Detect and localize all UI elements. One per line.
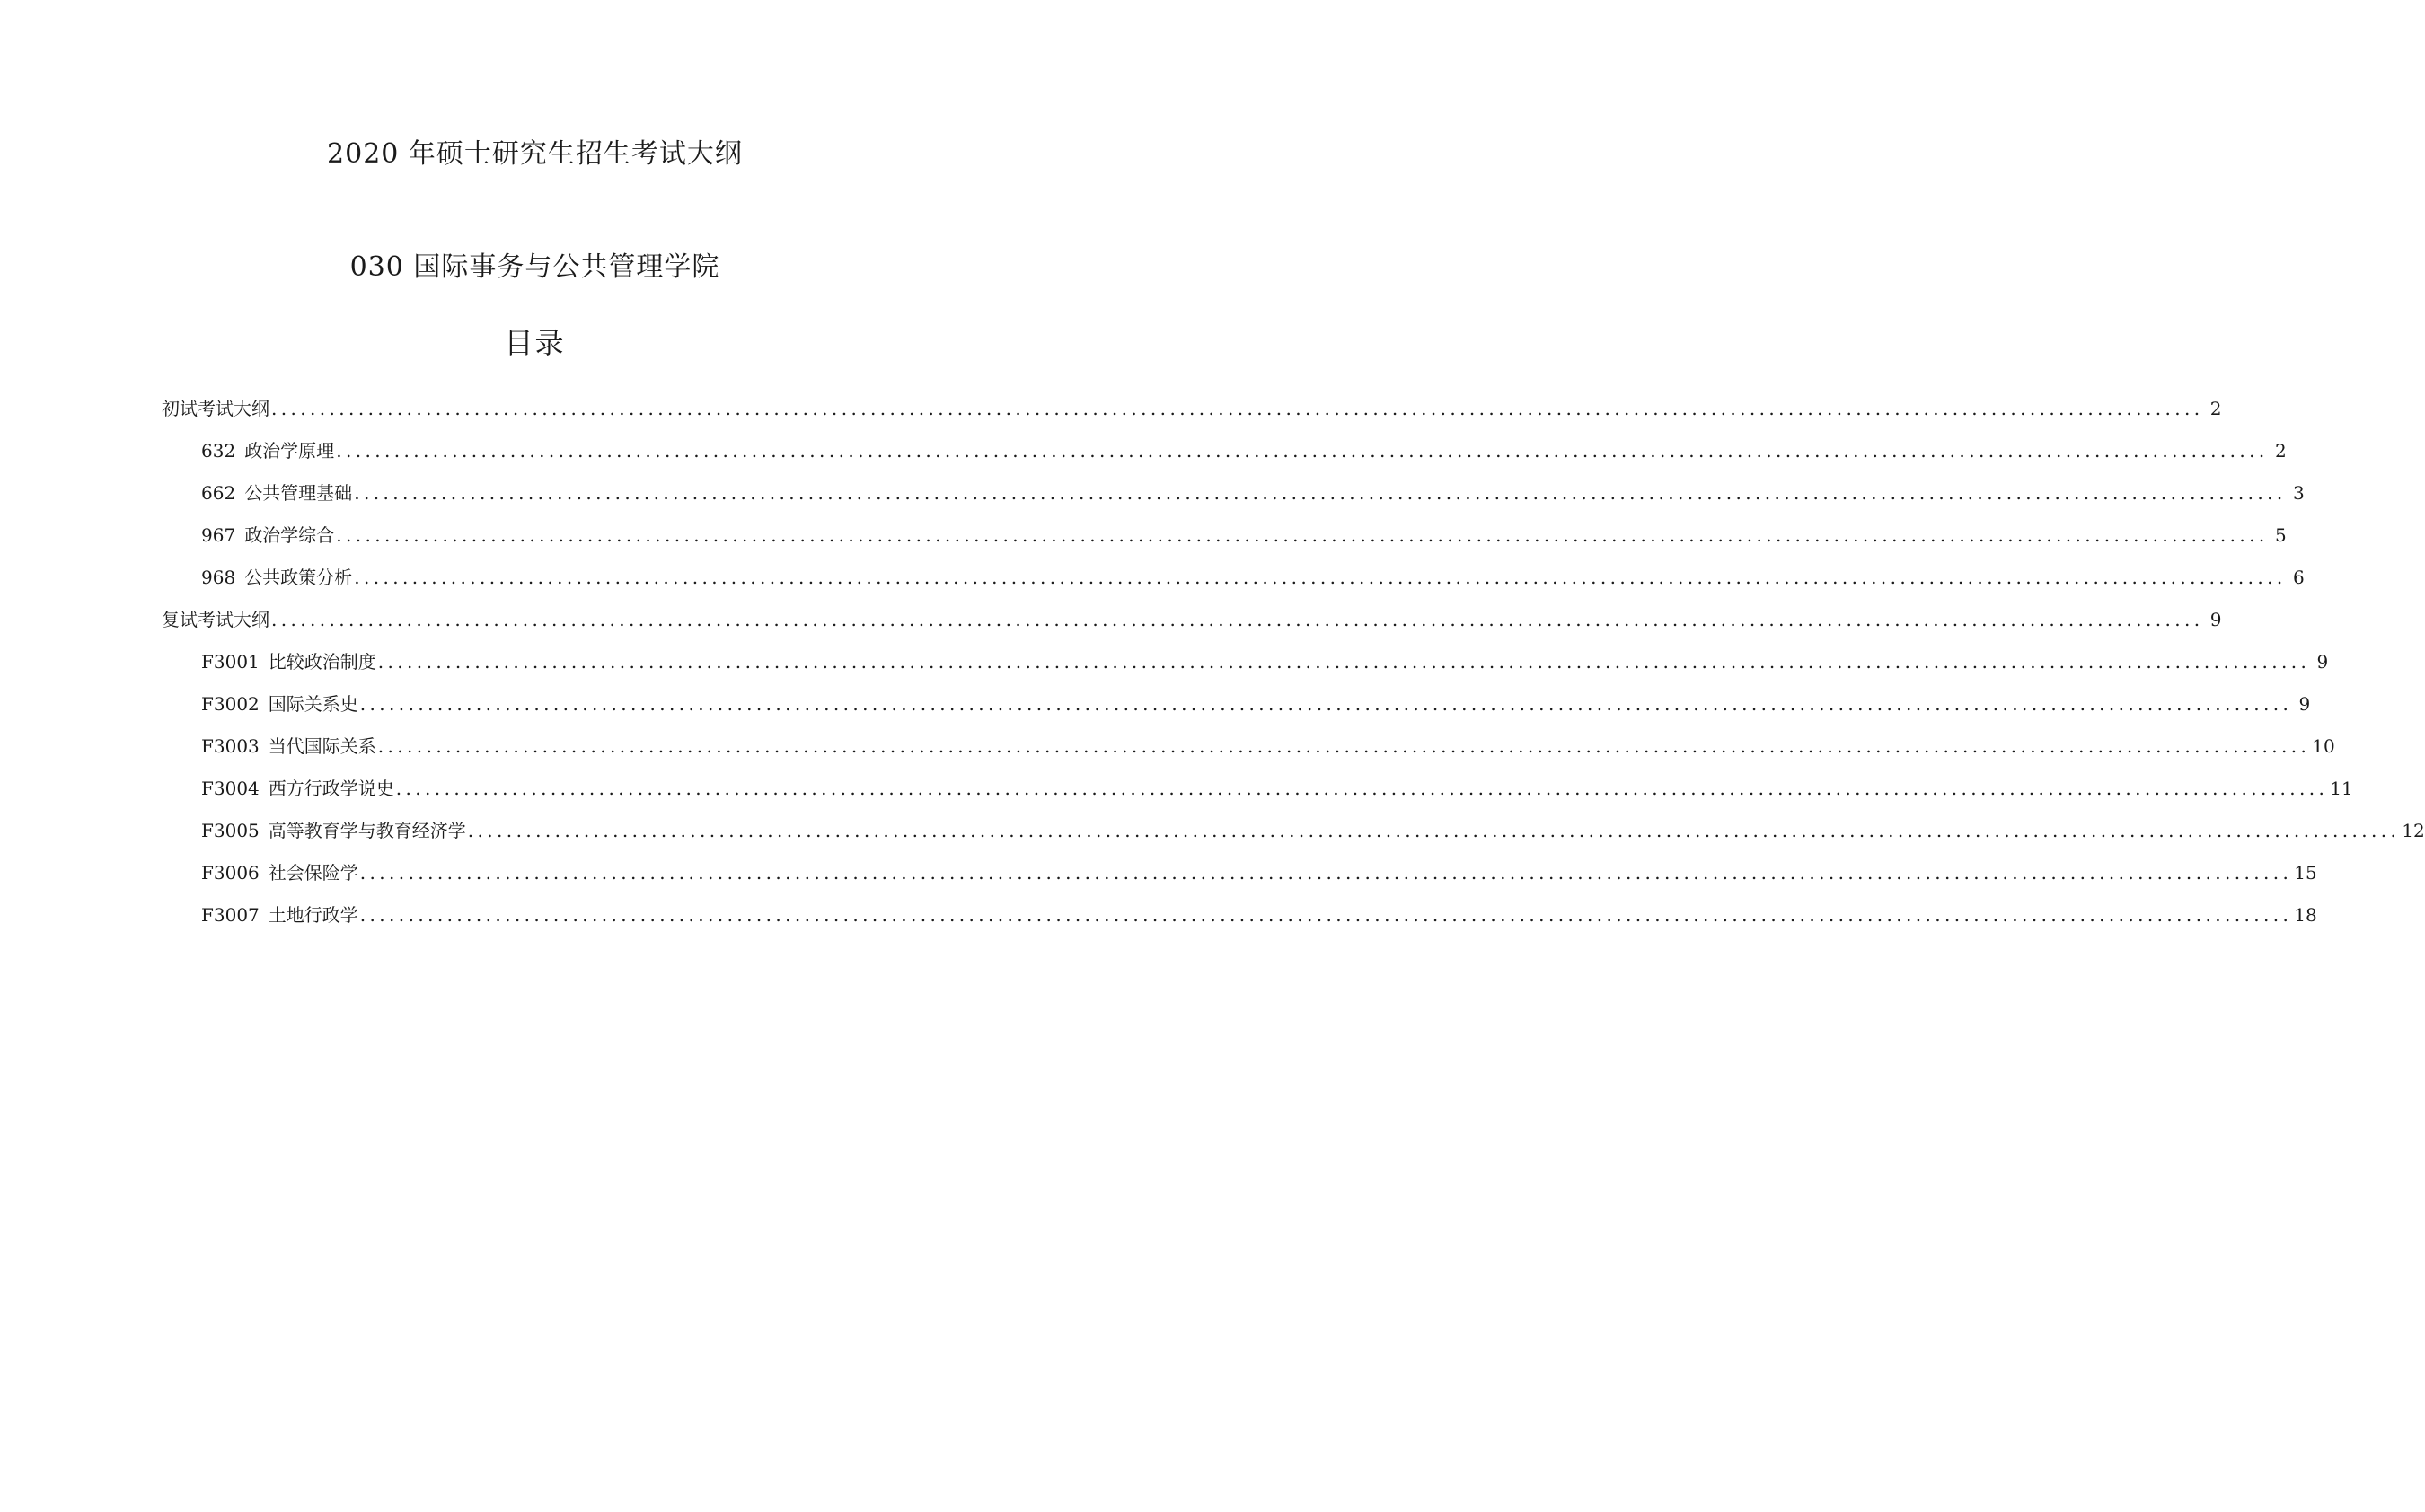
toc-entry-title: 政治学原理	[244, 440, 335, 462]
toc-page-number: 6	[2292, 567, 2305, 588]
toc-entry[interactable]	[162, 397, 2222, 439]
toc-entry-label	[201, 819, 466, 842]
toc-entry-code: F3005	[201, 820, 260, 841]
toc-page-number: 11	[2330, 778, 2353, 799]
toc-entry[interactable]	[162, 734, 2335, 777]
toc-entry[interactable]	[162, 608, 2222, 650]
toc-entry[interactable]	[162, 650, 2329, 692]
toc-entry-title: 初试考试大纲	[162, 398, 269, 419]
toc-entry[interactable]	[162, 439, 2287, 481]
toc-dot-leader: ........................................................................................................................................................................................................	[354, 482, 2287, 504]
toc-entry-title: 土地行政学	[268, 904, 358, 926]
toc-heading: 目录	[504, 326, 566, 360]
toc-entry-code: 632	[201, 440, 236, 462]
toc-entry-code: F3006	[201, 862, 260, 883]
toc-page-number: 10	[2312, 735, 2335, 757]
toc-entry-code: 968	[201, 567, 236, 588]
toc-page-number: 9	[2316, 651, 2329, 672]
toc-entry-label	[201, 523, 334, 547]
toc-dot-leader: ........................................................................................................................................................................................................	[359, 862, 2293, 883]
toc-entry[interactable]	[162, 861, 2317, 903]
college-title: 030 国际事务与公共管理学院	[349, 251, 720, 283]
toc-entry-label	[201, 650, 376, 673]
toc-page-number: 5	[2274, 524, 2287, 546]
toc-dot-leader: ........................................................................................................................................................................................................	[467, 820, 2401, 841]
toc-entry-title: 公共管理基础	[244, 482, 353, 504]
toc-page-number: 9	[2298, 693, 2311, 715]
toc-entry-code: F3001	[201, 651, 260, 672]
toc-entry[interactable]	[162, 523, 2287, 566]
toc-entry-label	[162, 608, 269, 631]
toc-page-number: 9	[2209, 609, 2222, 630]
toc-entry[interactable]	[162, 777, 2353, 819]
toc-entry[interactable]	[162, 566, 2305, 608]
toc-dot-leader: ........................................................................................................................................................................................................	[377, 651, 2311, 672]
toc-page-number: 15	[2294, 862, 2317, 883]
toc-entry[interactable]	[162, 903, 2317, 945]
toc-dot-leader: ........................................................................................................................................................................................................	[271, 398, 2204, 419]
toc-entry-code: 662	[201, 482, 236, 504]
toc-entry-title: 西方行政学说史	[268, 778, 394, 799]
toc-entry-label	[201, 734, 376, 758]
toc-dot-leader: ........................................................................................................................................................................................................	[271, 609, 2204, 630]
toc-page-number: 18	[2294, 904, 2317, 926]
toc-dot-leader: ........................................................................................................................................................................................................	[336, 524, 2269, 546]
document-title: 2020 年硕士研究生招生考试大纲	[327, 138, 743, 170]
toc-entry-label	[201, 566, 352, 589]
toc-entry-title: 公共政策分析	[244, 567, 353, 588]
toc-dot-leader: ........................................................................................................................................................................................................	[336, 440, 2269, 462]
toc-entry-code: F3002	[201, 693, 260, 715]
toc-entry-label	[201, 903, 358, 927]
toc-entry-label	[162, 397, 269, 420]
toc-entry-title: 比较政治制度	[268, 651, 376, 672]
toc-entry-label	[201, 439, 334, 462]
toc-dot-leader: ........................................................................................................................................................................................................	[354, 567, 2287, 588]
toc-entry-title: 政治学综合	[244, 524, 335, 546]
toc-entry-code: F3003	[201, 735, 260, 757]
toc-entry-title: 社会保险学	[268, 862, 358, 883]
toc-entry-code: F3004	[201, 778, 260, 799]
toc-dot-leader: ........................................................................................................................................................................................................	[395, 778, 2329, 799]
toc-entry-label	[201, 481, 352, 505]
toc-entry-title: 国际关系史	[268, 693, 358, 715]
toc-entry-label	[201, 692, 358, 716]
toc-entry-title: 当代国际关系	[268, 735, 376, 757]
toc-entry-label	[201, 861, 358, 884]
toc-page-number: 2	[2209, 398, 2222, 419]
toc-page-number: 2	[2274, 440, 2287, 462]
table-of-contents	[162, 397, 2425, 945]
toc-entry-label	[201, 777, 394, 800]
toc-entry-code: F3007	[201, 904, 260, 926]
toc-entry-title: 复试考试大纲	[162, 609, 269, 630]
toc-entry[interactable]	[162, 692, 2311, 734]
toc-entry[interactable]	[162, 481, 2305, 523]
toc-page-number: 3	[2292, 482, 2305, 504]
toc-dot-leader: ........................................................................................................................................................................................................	[377, 735, 2311, 757]
toc-page-number: 12	[2402, 820, 2425, 841]
toc-entry[interactable]	[162, 819, 2425, 861]
toc-dot-leader: ........................................................................................................................................................................................................	[359, 693, 2293, 715]
toc-entry-code: 967	[201, 524, 236, 546]
toc-entry-title: 高等教育学与教育经济学	[268, 820, 466, 841]
toc-dot-leader: ........................................................................................................................................................................................................	[359, 904, 2293, 926]
